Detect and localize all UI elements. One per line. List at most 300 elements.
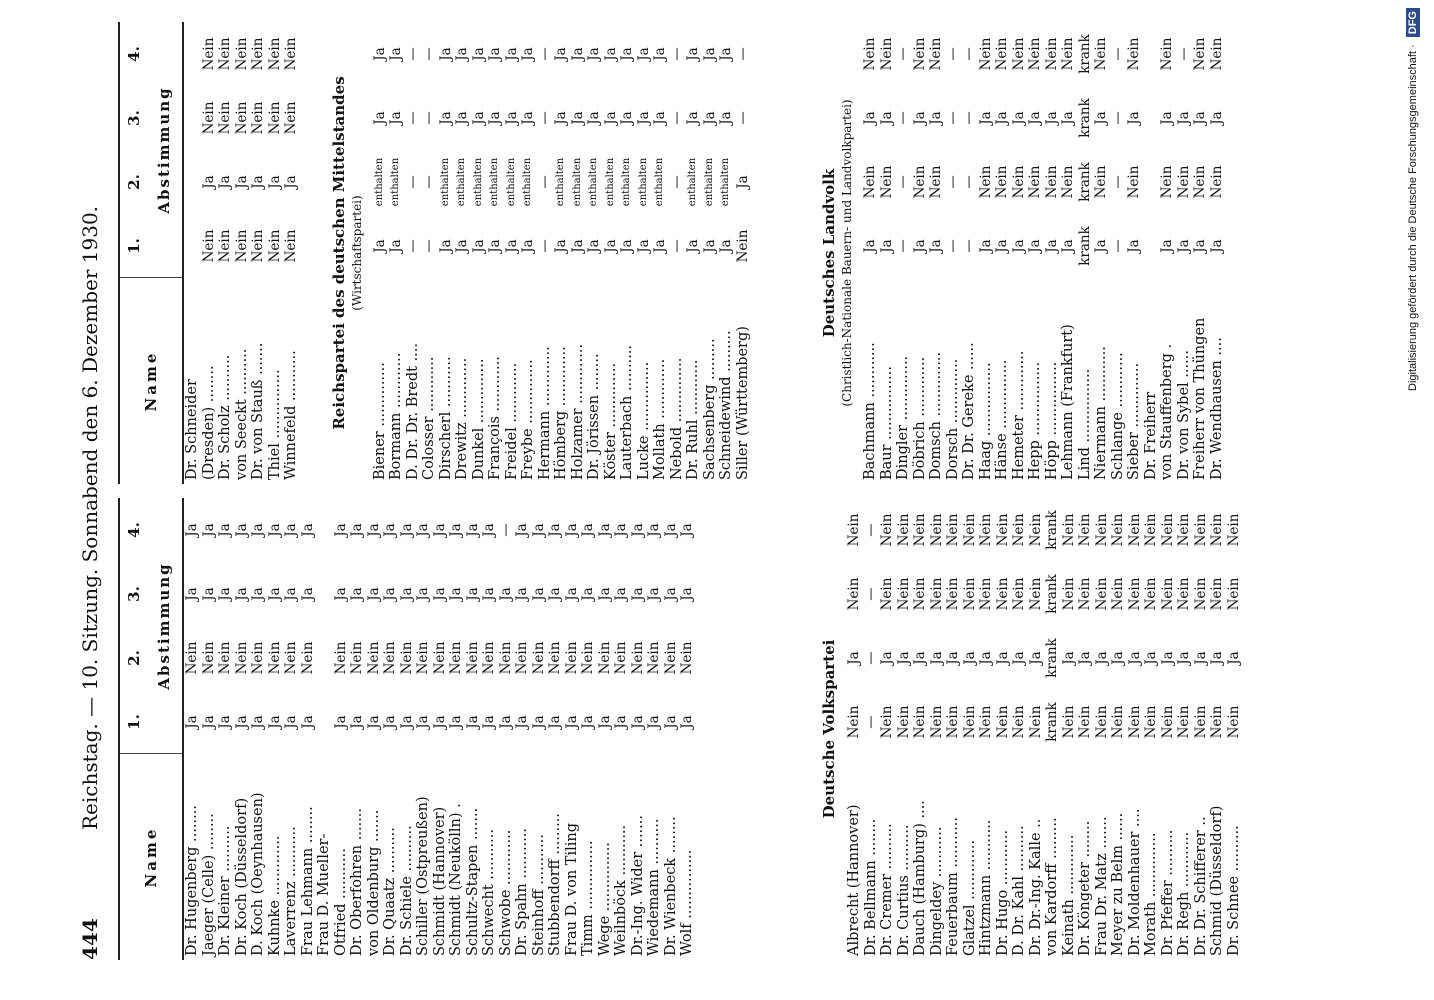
vote-4: Ja: [371, 47, 388, 61]
member-name: Dr. Moldenhauer ....: [1126, 808, 1143, 956]
vote-4: [1143, 22, 1160, 86]
vote-4: Ja: [437, 47, 454, 61]
vote-4: Nein: [1093, 37, 1109, 71]
vote-1: Ja: [520, 239, 536, 253]
table-row: [879, 498, 896, 960]
member-name: Dr. Schiele ..........: [398, 825, 415, 956]
top-half: [118, 20, 778, 960]
vote-2: Ja: [283, 175, 299, 189]
table-row: [1192, 22, 1209, 484]
table-row: [646, 498, 663, 960]
member-name: Otfried ...........: [332, 848, 349, 956]
vote-3: Nein: [994, 577, 1011, 611]
vote-2: Ja: [945, 651, 961, 665]
vote-2: Nein: [928, 165, 944, 199]
table-row: [669, 22, 686, 484]
table-row: [250, 22, 267, 484]
vote-4: Ja: [454, 47, 470, 61]
vote-2: enthalten: [720, 157, 731, 207]
vote-2: Ja: [994, 651, 1011, 665]
member-name: Schwobe ............: [497, 829, 514, 956]
vote-1: Nein: [1011, 705, 1027, 739]
member-name: Dr. Quaatz ..........: [382, 827, 398, 956]
vote-1: Nein: [846, 705, 862, 739]
vote-3: Ja: [454, 111, 470, 125]
vote-2: Nein: [448, 641, 464, 675]
vote-3: Ja: [503, 111, 520, 125]
vote-1: Ja: [679, 715, 695, 729]
member-name: Holzamer .............: [569, 343, 586, 480]
vote-3: Nein: [928, 577, 945, 611]
vote-list: [372, 22, 752, 484]
vote-1: Nein: [1159, 705, 1176, 739]
vote-1: Nein: [994, 705, 1011, 739]
vote-4: Ja: [448, 523, 464, 537]
member-name: Sieber ..............: [1126, 362, 1142, 480]
vote-1: Ja: [464, 715, 481, 729]
member-name: Baur ................: [878, 366, 895, 480]
vote-3: Ja: [464, 587, 481, 601]
vote-2: —: [961, 175, 977, 189]
vote-3: Ja: [619, 111, 635, 125]
vote-2: Ja: [217, 175, 233, 189]
vote-3: Nein: [1011, 577, 1027, 611]
member-name: Domsch ..............: [928, 351, 944, 480]
vote-1: Ja: [701, 239, 718, 253]
abstimmung-label: Abstimmung: [155, 86, 173, 214]
member-name: Glatzel .............: [961, 839, 978, 956]
vote-4: Ja: [233, 523, 250, 537]
vote-4: —: [862, 523, 879, 537]
vote-1: Ja: [1175, 239, 1192, 253]
vote-3: Ja: [1010, 111, 1027, 125]
table-row: [1127, 498, 1144, 960]
vote-1: Ja: [685, 239, 701, 253]
vote-4: Ja: [662, 523, 679, 537]
vote-2: Ja: [1159, 651, 1176, 665]
vote-1: Ja: [382, 715, 398, 729]
vote-2: Nein: [1208, 165, 1225, 199]
vote-4: Ja: [388, 47, 404, 61]
member-name: Kuhnke .............: [266, 835, 283, 956]
vote-1: Ja: [233, 715, 250, 729]
vote-4: [316, 498, 333, 562]
vote-1: Ja: [553, 239, 569, 253]
vote-1: Ja: [718, 239, 734, 253]
vote-4: Nein: [945, 513, 961, 547]
vote-3: Nein: [1126, 577, 1143, 611]
vote-4: Ja: [349, 523, 365, 537]
table-row: [514, 498, 531, 960]
vote-1: Ja: [619, 239, 635, 253]
vote-1: Nein: [200, 229, 217, 263]
table-row: [630, 498, 647, 960]
table-row: [1077, 22, 1094, 484]
vote-3: Ja: [635, 111, 652, 125]
member-name: Thiel ...............: [266, 369, 283, 480]
vote-2: Ja: [1011, 651, 1027, 665]
vote-3: Ja: [629, 587, 646, 601]
member-name: Bachmann ............: [862, 342, 878, 480]
vote-2: enthalten: [390, 157, 401, 207]
member-name: Dr. Oberfohren .......: [349, 807, 365, 956]
vote-2: Ja: [266, 175, 283, 189]
vote-4: —: [536, 47, 553, 61]
member-name: von Seeckt ..........: [233, 348, 250, 480]
member-name: Freidel .............: [503, 362, 520, 480]
vote-2: Nein: [1093, 165, 1109, 199]
vote-4: Ja: [679, 523, 695, 537]
section-title: Deutsche Volkspartei: [820, 639, 838, 819]
vote-4: Ja: [547, 523, 563, 537]
vote-1: Ja: [1126, 239, 1142, 253]
vote-2: Ja: [928, 651, 945, 665]
table-row: [613, 498, 630, 960]
vote-3: Ja: [349, 587, 365, 601]
vote-list: [184, 22, 300, 484]
vote-1: Ja: [217, 715, 233, 729]
vote-1: Ja: [1192, 239, 1208, 253]
table-row: [702, 22, 719, 484]
member-name: Dr. Pfeffer ..........: [1159, 829, 1176, 956]
table-row: [1159, 22, 1176, 484]
vote-3: Nein: [846, 577, 862, 611]
vote-4: Nein: [994, 37, 1010, 71]
vote-1: Nein: [283, 229, 299, 263]
vote-2: enthalten: [637, 157, 649, 207]
vote-1: Ja: [349, 715, 365, 729]
vote-number-1: 1.: [125, 238, 143, 254]
table-row: [184, 498, 201, 960]
vote-1: Ja: [1208, 239, 1225, 253]
member-name: D. Dr. Dr. Bredt ....: [404, 342, 421, 480]
member-name: Frau Dr. Matz .......: [1093, 816, 1110, 956]
vote-2: Nein: [1126, 165, 1142, 199]
name-column-header: Name: [120, 753, 182, 960]
vote-4: Nein: [846, 513, 862, 547]
vote-1: Ja: [928, 239, 944, 253]
table-row: [1176, 22, 1193, 484]
vote-2: krank: [1044, 638, 1060, 678]
column-top-right: [118, 22, 778, 484]
table-row: [300, 498, 317, 960]
vote-3: Nein: [1225, 577, 1242, 611]
table-row: [520, 22, 537, 484]
vote-2: —: [944, 175, 961, 189]
vote-4: Ja: [685, 47, 701, 61]
vote-3: Ja: [266, 587, 283, 601]
vote-4: Ja: [431, 523, 448, 537]
vote-3: Ja: [1192, 111, 1208, 125]
vote-3: Ja: [437, 111, 454, 125]
member-name: Sachsenberg .........: [701, 338, 718, 480]
vote-4: Ja: [299, 523, 316, 537]
member-name: Dingeldey ...........: [928, 826, 945, 956]
vote-3: Ja: [596, 587, 613, 601]
vote-1: Nein: [1192, 705, 1209, 739]
vote-2: Ja: [1027, 651, 1044, 665]
member-name: Stubbendorff .........: [547, 813, 563, 956]
vote-1: Ja: [481, 715, 497, 729]
vote-2: Nein: [217, 641, 233, 675]
member-name: Schmidt (Hannover): [431, 806, 448, 956]
vote-number-3: 3.: [125, 586, 143, 602]
vote-4: Nein: [1126, 513, 1143, 547]
vote-2: Nein: [1043, 165, 1060, 199]
vote-2: Nein: [580, 641, 596, 675]
table-row: [184, 22, 201, 484]
vote-4: Ja: [701, 47, 718, 61]
member-name: Dr. Regh ............: [1176, 831, 1192, 956]
vote-1: Nein: [1176, 705, 1192, 739]
member-name: Schneidewind .........: [718, 330, 734, 480]
vote-3: Ja: [602, 111, 619, 125]
vote-3: Ja: [233, 587, 250, 601]
vote-1: —: [862, 715, 879, 729]
vote-number-4: 4.: [125, 522, 143, 538]
vote-1: Ja: [250, 715, 266, 729]
vote-1: Ja: [1010, 239, 1027, 253]
table-row: [570, 22, 587, 484]
vote-4: Ja: [520, 47, 536, 61]
member-name: Freybe ..............: [520, 359, 536, 480]
member-name: Timm ...............: [580, 840, 596, 956]
vote-4: Ja: [365, 523, 382, 537]
vote-2: Ja: [1209, 651, 1225, 665]
member-name: Hepp ................: [1027, 361, 1043, 480]
vote-1: Ja: [629, 715, 646, 729]
vote-1: Ja: [646, 715, 662, 729]
table-row: [333, 498, 350, 960]
vote-1: Ja: [299, 715, 316, 729]
table-row: [267, 498, 284, 960]
vote-2: Ja: [200, 175, 217, 189]
vote-2: Nein: [382, 641, 398, 675]
vote-2: [184, 150, 201, 214]
vote-1: Ja: [388, 239, 404, 253]
vote-2: —: [862, 651, 879, 665]
table-row: [283, 498, 300, 960]
vote-4: —: [1109, 47, 1126, 61]
vote-2: Nein: [464, 641, 481, 675]
member-name: Wege ...............: [596, 842, 613, 956]
vote-2: Nein: [613, 641, 629, 675]
table-row: [685, 22, 702, 484]
vote-4: Nein: [1159, 37, 1175, 71]
vote-4: Nein: [1126, 37, 1142, 71]
table-row: [250, 498, 267, 960]
vote-3: Ja: [701, 111, 718, 125]
vote-2: Nein: [977, 165, 994, 199]
vote-4: Ja: [382, 523, 398, 537]
vote-2: enthalten: [505, 157, 517, 207]
vote-1: Nein: [1110, 705, 1126, 739]
table-row: [718, 22, 735, 484]
vote-1: Nein: [250, 229, 266, 263]
member-name: Hintzmann ...........: [978, 819, 994, 956]
vote-3: krank: [1044, 574, 1060, 614]
vote-4: Ja: [563, 523, 580, 537]
vote-2: enthalten: [703, 157, 715, 207]
member-name: Niermann ............: [1093, 346, 1109, 480]
vote-1: [184, 214, 201, 278]
member-name: Döbrich .............: [911, 356, 928, 480]
member-name: Albrecht (Hannover): [846, 804, 862, 956]
vote-2: Nein: [530, 641, 547, 675]
table-row: [448, 498, 465, 960]
vote-1: Ja: [1043, 239, 1060, 253]
vote-1: Ja: [613, 715, 629, 729]
member-name: Dr. von Sybel ......: [1175, 350, 1192, 480]
vote-3: Ja: [553, 111, 569, 125]
table-row: [432, 498, 449, 960]
vote-2: Nein: [398, 641, 415, 675]
vote-4: Nein: [1143, 513, 1159, 547]
vote-4: Nein: [961, 513, 978, 547]
vote-1: Ja: [200, 715, 217, 729]
vote-list: [862, 22, 1225, 484]
vote-4: Nein: [1027, 37, 1043, 71]
vote-3: Nein: [250, 101, 266, 135]
vote-1: Ja: [371, 239, 388, 253]
vote-1: Ja: [514, 715, 530, 729]
member-name: Dauch (Hamburg) ....: [912, 800, 928, 956]
vote-2: Ja: [1060, 651, 1077, 665]
member-name: Schmidt (Neukölln) .: [448, 803, 464, 956]
vote-1: Nein: [1225, 705, 1242, 739]
vote-4: Ja: [481, 523, 497, 537]
vote-3: Ja: [530, 587, 547, 601]
table-row: [597, 498, 614, 960]
vote-3: [184, 86, 201, 150]
vote-2: enthalten: [555, 157, 566, 207]
table-row: [504, 22, 521, 484]
table-row: [1110, 22, 1127, 484]
table-row: [481, 498, 498, 960]
vote-1: Ja: [977, 239, 994, 253]
vote-1: Nein: [1027, 705, 1044, 739]
vote-3: —: [895, 111, 911, 125]
member-name: Dr. Cremer ..........: [879, 823, 895, 956]
member-name: Wiedemann ..........: [646, 818, 662, 956]
table-row: [564, 498, 581, 960]
vote-1: Ja: [398, 715, 415, 729]
vote-3: Nein: [200, 101, 217, 135]
vote-3: Ja: [415, 587, 431, 601]
table-row: [1060, 22, 1077, 484]
vote-4: Ja: [586, 47, 602, 61]
table-row: [663, 498, 680, 960]
vote-2: Nein: [1192, 165, 1208, 199]
member-name: Schlange ............: [1109, 352, 1126, 480]
vote-3: Ja: [388, 111, 404, 125]
vote-4: Nein: [200, 37, 217, 71]
member-name: Freiherr von Thüngen: [1192, 317, 1208, 480]
member-name: Meyer zu Belm ......: [1110, 812, 1126, 956]
vote-3: Nein: [879, 577, 895, 611]
table-row: [1209, 498, 1226, 960]
vote-1: Nein: [233, 229, 250, 263]
member-name: Schiller (Ostpreußen): [415, 796, 431, 956]
vote-4: Nein: [1011, 513, 1027, 547]
vote-2: Ja: [912, 651, 928, 665]
vote-3: Ja: [1208, 111, 1225, 125]
vote-3: Nein: [1143, 577, 1159, 611]
table-row: [1126, 22, 1143, 484]
vote-1: —: [536, 239, 553, 253]
table-row: [217, 22, 234, 484]
member-name: (Dresden) ........: [200, 365, 217, 480]
vote-1: Ja: [448, 715, 464, 729]
digitization-credit: [1398, 0, 1428, 1000]
vote-2: Nein: [1060, 165, 1076, 199]
vote-4: Nein: [1077, 513, 1093, 547]
vote-2: Ja: [1225, 651, 1242, 665]
vote-4: [184, 22, 201, 86]
table-row: [267, 22, 284, 484]
member-name: Mollath .............: [652, 358, 668, 480]
member-name: Frau Lehmann ........: [299, 806, 316, 956]
vote-3: Ja: [569, 111, 586, 125]
vote-2: Nein: [200, 641, 217, 675]
vote-4: Ja: [503, 47, 520, 61]
vote-2: Nein: [233, 641, 250, 675]
vote-4: Ja: [652, 47, 668, 61]
table-row: [928, 22, 945, 484]
vote-4: Nein: [283, 37, 299, 71]
vote-1: Ja: [635, 239, 652, 253]
name-column-header: Name: [120, 277, 182, 484]
vote-2: enthalten: [588, 157, 599, 207]
member-name: Dr. von Stauß .......: [250, 342, 266, 480]
vote-3: Nein: [1176, 577, 1192, 611]
vote-3: Ja: [481, 587, 497, 601]
vote-3: —: [536, 111, 553, 125]
vote-1: Ja: [437, 239, 454, 253]
vote-4: Nein: [1209, 513, 1225, 547]
vote-2: Nein: [646, 641, 662, 675]
vote-2: enthalten: [439, 157, 451, 207]
vote-4: Ja: [415, 523, 431, 537]
table-row: [283, 22, 300, 484]
vote-2: Nein: [547, 641, 563, 675]
table-row: [382, 498, 399, 960]
member-name: Steinhoff ...........: [530, 834, 547, 956]
column-top-left: [118, 498, 778, 960]
vote-4: Ja: [184, 523, 200, 537]
vote-3: —: [862, 587, 879, 601]
vote-4: Ja: [718, 47, 734, 61]
member-name: Wolf ...............: [679, 849, 695, 956]
member-name: Dr. Bellmann ........: [862, 818, 879, 956]
member-name: Dr. Curtius ..........: [895, 824, 912, 956]
vote-4: Ja: [464, 523, 481, 537]
vote-4: Nein: [862, 37, 878, 71]
vote-2: [316, 626, 333, 690]
vote-2: Ja: [233, 175, 250, 189]
member-name: D. Koch (Oeynhausen): [250, 792, 266, 956]
vote-1: Nein: [1093, 705, 1110, 739]
vote-1: —: [421, 239, 437, 253]
vote-3: Nein: [1060, 577, 1077, 611]
table-row: [580, 498, 597, 960]
vote-1: —: [1109, 239, 1126, 253]
vote-3: Ja: [977, 111, 994, 125]
member-name: Siller (Württemberg): [734, 326, 751, 480]
vote-2: Nein: [1175, 165, 1192, 199]
vote-1: Ja: [602, 239, 619, 253]
member-name: Dr. Dr. Schifferer ..: [1192, 816, 1209, 956]
